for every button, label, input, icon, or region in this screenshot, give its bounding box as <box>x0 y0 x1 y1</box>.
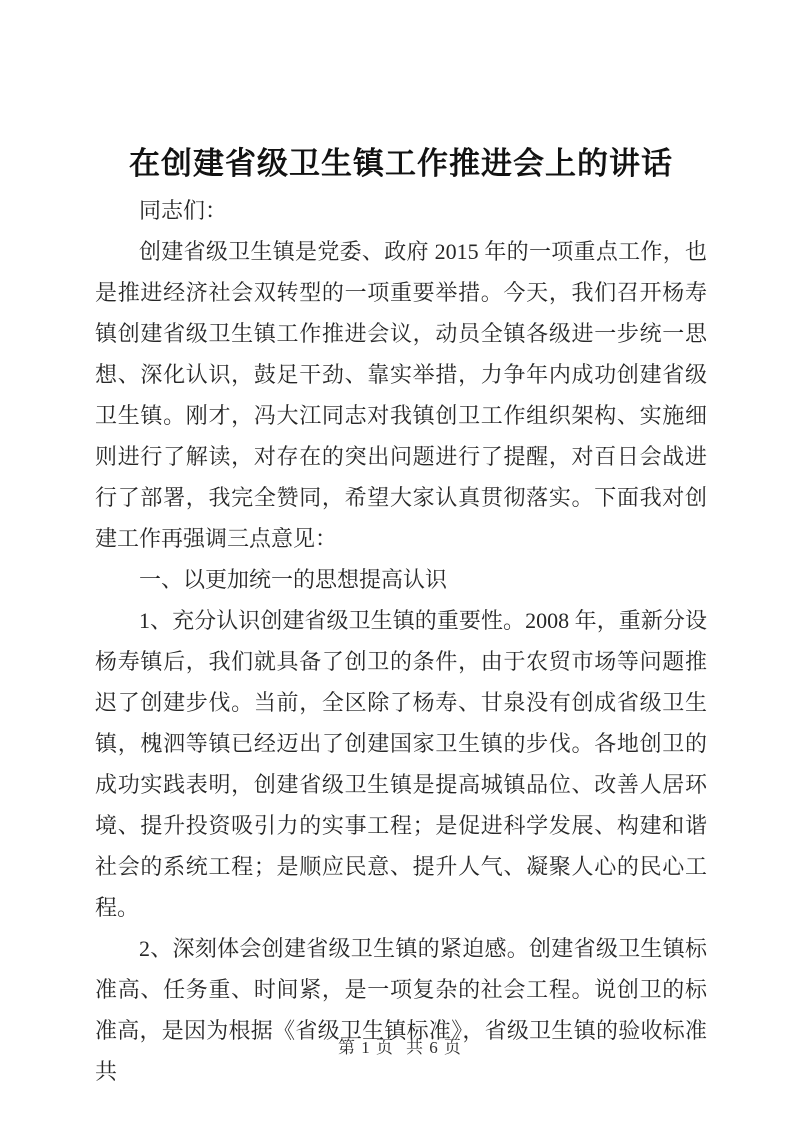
page-title: 在创建省级卫生镇工作推进会上的讲话 <box>129 146 673 181</box>
salutation: 同志们： <box>139 198 228 223</box>
section-heading: 一、以更加统一的思想提高认识 <box>139 567 448 592</box>
page-footer <box>0 1036 800 1060</box>
page-number-label: 第 1 页 <box>338 1038 394 1057</box>
total-pages-label: 共 6 页 <box>406 1038 462 1057</box>
paragraph-intro: 创建省级卫生镇是党委、政府 2015 年的一项重点工作，也是推进经济社会双转型的一项重要举措。今天，我们召开杨寿镇创建省级卫生镇工作推进会议，动员全镇各级进一步统一思想、深化认识，鼓足干劲、靠实举措，力争年内成功创建省级卫生镇。刚才，冯大江同志对我镇创卫工作组织架构、实施细则进行了解读，对存在的突出问题进行了提醒，对百日会战进行了部署，我完全赞同，希望大家认真贯彻落实。下面我对创建工作再强调三点意见： <box>95 239 707 551</box>
paragraph-point-2: 2、深刻体会创建省级卫生镇的紧迫感。创建省级卫生镇标准高、任务重、时间紧，是一项复杂的社会工程。说创卫的标准高，是因为根据《省级卫生镇标准》，省级卫生镇的验收标准共 <box>95 936 707 1084</box>
paragraph-point-1: 1、充分认识创建省级卫生镇的重要性。2008 年，重新分设杨寿镇后，我们就具备了创卫的条件，由于农贸市场等问题推迟了创建步伐。当前，全区除了杨寿、甘泉没有创成省级卫生镇，槐泗等镇已经迈出了创建国家卫生镇的步伐。各地创卫的成功实践表明，创建省级卫生镇是提高城镇品位、改善人居环境、提升投资吸引力的实事工程；是促进科学发展、构建和谐社会的系统工程；是顺应民意、提升人气、凝聚人心的民心工程。 <box>95 608 707 920</box>
document-content <box>95 142 707 1092</box>
